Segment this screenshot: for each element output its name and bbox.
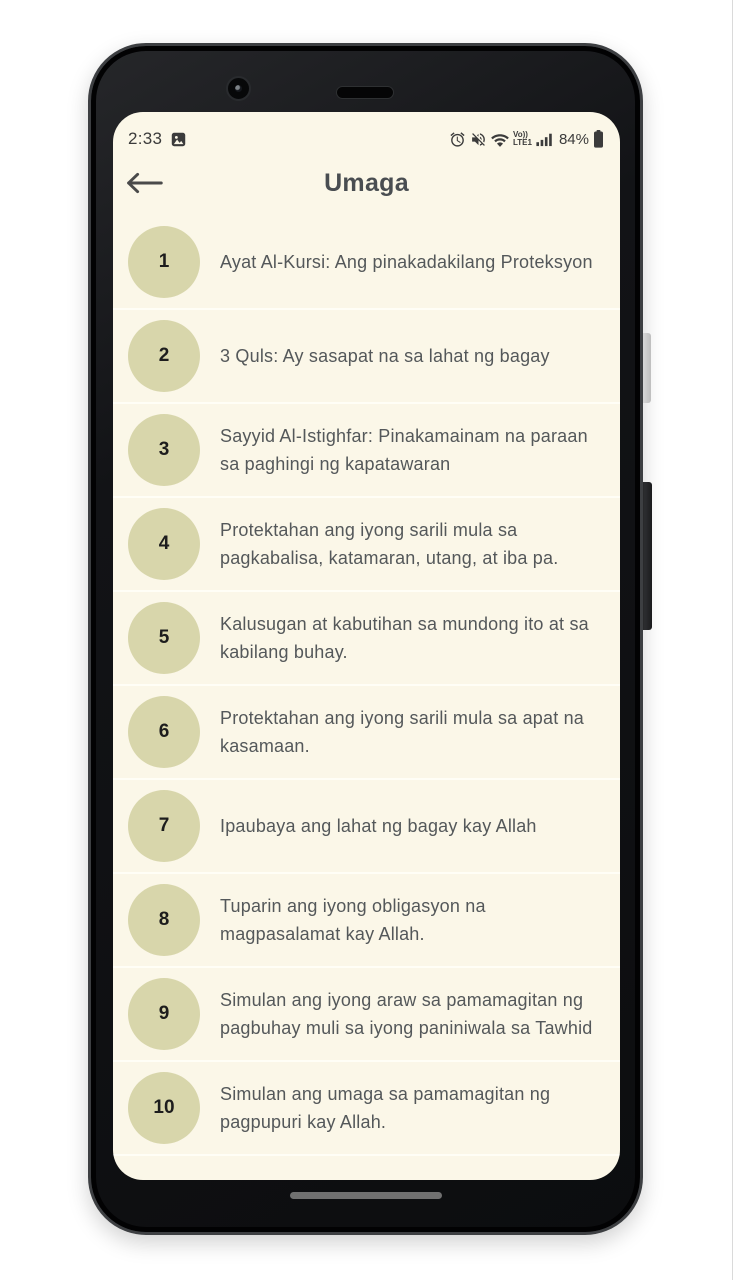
volte-line2: LTE1 [513,138,532,147]
item-text: Ayat Al-Kursi: Ang pinakadakilang Proteksyon [220,252,593,272]
list-item[interactable] [113,968,620,1062]
battery-icon [593,130,604,148]
page-edge-line [732,0,733,1280]
list-item[interactable] [113,592,620,686]
app-header [113,156,620,210]
wifi-icon [491,132,509,147]
volte-indicator [513,131,532,148]
item-text: Simulan ang iyong araw sa pamamagitan ng pagbuhay muli sa iyong paniniwala sa Tawhid [220,990,593,1038]
battery-percent: 84% [558,130,589,148]
item-number: 7 [158,815,170,836]
item-text: Kalusugan at kabutihan sa mundong ito at sa kabilang buhay. [220,614,589,662]
front-camera [226,76,251,101]
item-text: Tuparin ang iyong obligasyon na magpasalamat kay Allah. [220,896,486,944]
item-number: 5 [158,627,170,648]
item-number: 3 [158,439,170,460]
item-text: Ipaubaya ang lahat ng bagay kay Allah [220,816,537,836]
mute-icon [470,131,487,148]
item-number-badge [128,602,200,674]
item-number-badge [128,790,200,862]
list-item[interactable] [113,404,620,498]
status-bar [113,112,620,152]
item-number-badge [128,1072,200,1144]
list-item[interactable] [113,1062,620,1156]
list-item[interactable] [113,686,620,780]
item-number: 2 [158,345,170,366]
item-number: 10 [153,1097,175,1118]
item-number: 6 [158,721,170,742]
list-item[interactable] [113,780,620,874]
item-number-badge [128,414,200,486]
item-number-badge [128,320,200,392]
status-time: 2:33 [128,129,163,148]
page-title: Umaga [324,169,409,197]
list-item[interactable] [113,310,620,404]
item-number: 8 [158,909,170,930]
list-item[interactable] [113,216,620,310]
status-icons-cluster [449,130,604,148]
phone-frame [88,43,643,1235]
item-number-badge [128,226,200,298]
alarm-icon [449,131,466,148]
phone-screen [113,112,620,1180]
item-text: 3 Quls: Ay sasapat na sa lahat ng bagay [220,346,550,366]
list-item[interactable] [113,874,620,968]
dhikr-list [113,216,620,1156]
item-text: Protektahan ang iyong sarili mula sa apat na kasamaan. [220,708,585,756]
item-text: Protektahan ang iyong sarili mula sa pagkabalisa, katamaran, utang, at iba pa. [220,520,559,568]
item-number: 9 [158,1003,170,1024]
home-indicator[interactable] [290,1192,442,1199]
screenshot-photo-icon [170,131,187,148]
back-button[interactable] [121,161,167,205]
earpiece-speaker [336,86,394,99]
item-number-badge [128,696,200,768]
item-number: 4 [158,533,170,554]
signal-strength-icon [536,132,553,147]
item-number: 1 [158,251,170,272]
item-text: Sayyid Al-Istighfar: Pinakamainam na paraan sa paghingi ng kapatawaran [220,426,588,474]
volte-line1: Vo)) [513,129,528,139]
item-text: Simulan ang umaga sa pamamagitan ng pagpupuri kay Allah. [220,1084,551,1132]
arrow-left-icon [124,171,164,195]
camera-lens [235,85,242,92]
item-number-badge [128,884,200,956]
list-item[interactable] [113,498,620,592]
item-number-badge [128,508,200,580]
item-number-badge [128,978,200,1050]
